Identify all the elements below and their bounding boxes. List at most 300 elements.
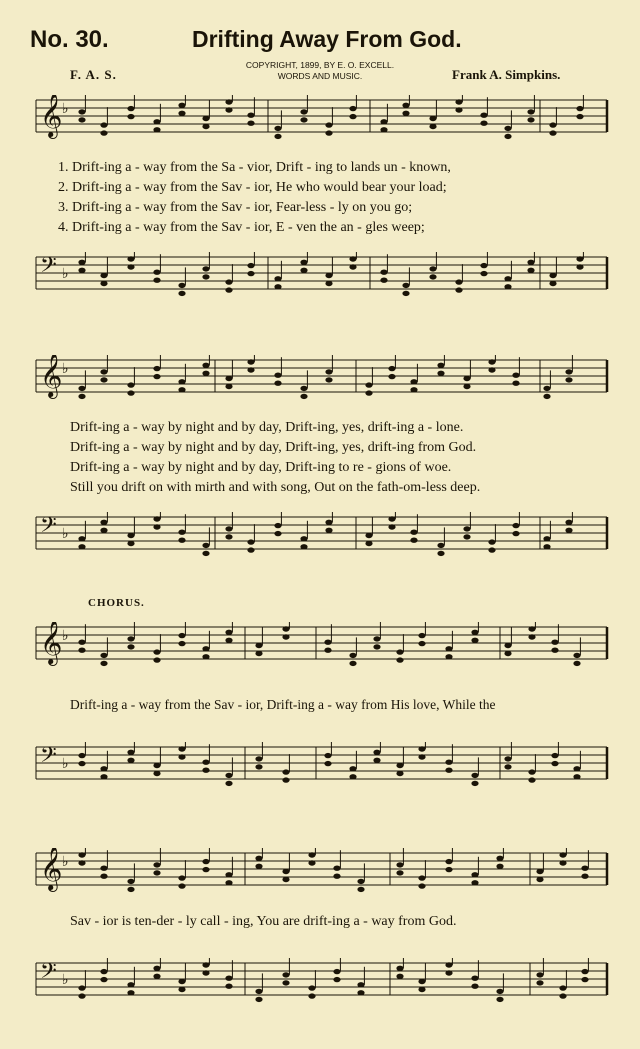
note-head: [536, 980, 543, 985]
staff-bass-3: [0, 742, 640, 787]
treble-clef-icon: 𝄞: [40, 355, 63, 397]
chorus-label: CHORUS.: [88, 597, 145, 609]
note-head: [225, 107, 232, 112]
note-head: [274, 373, 281, 378]
note-head: [324, 648, 331, 653]
note-head: [127, 264, 134, 269]
note-head: [225, 534, 232, 539]
note-head: [225, 880, 232, 885]
note-head: [282, 980, 289, 985]
note-head: [429, 266, 436, 271]
treble-clef-icon: 𝄞: [40, 95, 63, 137]
note-head: [543, 544, 550, 549]
flat-icon: ♭: [62, 972, 69, 988]
note-head: [512, 381, 519, 386]
note-head: [247, 121, 254, 126]
note-head: [153, 524, 160, 529]
note-head: [357, 982, 364, 987]
note-head: [559, 993, 566, 998]
note-head: [225, 781, 232, 786]
note-head: [127, 990, 134, 995]
note-head: [153, 119, 160, 124]
note-head: [202, 970, 209, 975]
note-head: [380, 278, 387, 283]
note-head: [153, 516, 160, 521]
note-head: [325, 281, 332, 286]
note-head: [100, 281, 107, 286]
note-head: [480, 271, 487, 276]
note-head: [78, 640, 85, 645]
note-head: [225, 773, 232, 778]
note-head: [225, 99, 232, 104]
bass-clef-icon: 𝄢: [40, 959, 57, 989]
note-head: [365, 541, 372, 546]
note-head: [437, 363, 444, 368]
note-head: [512, 373, 519, 378]
note-head: [325, 369, 332, 374]
flat-icon: ♭: [62, 101, 69, 117]
note-head: [78, 544, 85, 549]
note-head: [202, 363, 209, 368]
verse-line-2: 2. Drift-ing a - way from the Sav - ior, He who would bear your load;: [58, 180, 447, 195]
note-head: [127, 106, 134, 111]
note-head: [471, 630, 478, 635]
note-head: [349, 661, 356, 666]
note-head: [202, 654, 209, 659]
note-head: [380, 127, 387, 132]
note-head: [551, 640, 558, 645]
note-head: [581, 866, 588, 871]
note-head: [153, 374, 160, 379]
staff-bass-2: [0, 512, 640, 557]
treble-clef-icon: 𝄞: [40, 848, 63, 890]
note-head: [573, 774, 580, 779]
note-head: [349, 264, 356, 269]
copyright-line: COPYRIGHT, 1899, BY E. O. EXCELL.: [245, 60, 395, 70]
note-head: [78, 394, 85, 399]
note-head: [324, 753, 331, 758]
note-head: [559, 985, 566, 990]
note-head: [282, 777, 289, 782]
note-head: [551, 761, 558, 766]
note-head: [325, 528, 332, 533]
note-head: [282, 769, 289, 774]
note-head: [247, 263, 254, 268]
note-head: [365, 533, 372, 538]
verse2-line-3: Drift-ing a - way by night and by day, Drift-ing to re - gions of woe.: [70, 460, 452, 475]
bass-clef-icon: 𝄢: [40, 743, 57, 773]
note-head: [300, 386, 307, 391]
note-head: [551, 753, 558, 758]
note-head: [127, 636, 134, 641]
note-head: [488, 547, 495, 552]
note-head: [527, 117, 534, 122]
note-head: [445, 768, 452, 773]
note-head: [573, 653, 580, 658]
note-head: [202, 124, 209, 129]
note-head: [528, 634, 535, 639]
note-head: [100, 969, 107, 974]
note-head: [247, 359, 254, 364]
note-head: [282, 869, 289, 874]
note-head: [153, 270, 160, 275]
note-head: [543, 394, 550, 399]
note-head: [225, 638, 232, 643]
note-head: [300, 260, 307, 265]
note-head: [559, 852, 566, 857]
staff-bass-4: [0, 958, 640, 1003]
note-head: [178, 633, 185, 638]
note-head: [410, 387, 417, 392]
note-head: [576, 114, 583, 119]
note-head: [573, 766, 580, 771]
note-head: [357, 990, 364, 995]
treble-clef-icon: 𝄞: [40, 622, 63, 664]
flat-icon: ♭: [62, 526, 69, 542]
note-head: [581, 977, 588, 982]
note-head: [471, 638, 478, 643]
note-head: [178, 641, 185, 646]
note-head: [100, 766, 107, 771]
note-head: [536, 877, 543, 882]
note-head: [178, 111, 185, 116]
note-head: [225, 279, 232, 284]
note-head: [581, 969, 588, 974]
note-head: [565, 369, 572, 374]
note-head: [225, 984, 232, 989]
hymn-number: No. 30.: [30, 26, 109, 53]
note-head: [127, 256, 134, 261]
verse-line-1: 1. Drift-ing a - way from the Sa - vior, Drift - ing to lands un - known,: [58, 160, 451, 175]
note-head: [455, 99, 462, 104]
note-head: [274, 523, 281, 528]
note-head: [202, 274, 209, 279]
note-head: [247, 547, 254, 552]
note-head: [402, 291, 409, 296]
note-head: [549, 122, 556, 127]
note-head: [255, 643, 262, 648]
note-head: [365, 390, 372, 395]
note-head: [178, 379, 185, 384]
note-head: [418, 754, 425, 759]
note-head: [396, 763, 403, 768]
note-head: [202, 371, 209, 376]
note-head: [247, 113, 254, 118]
note-head: [357, 887, 364, 892]
flat-icon: ♭: [62, 756, 69, 772]
note-head: [504, 764, 511, 769]
note-head: [308, 985, 315, 990]
note-head: [282, 634, 289, 639]
note-head: [127, 390, 134, 395]
note-head: [496, 856, 503, 861]
flat-icon: ♭: [62, 628, 69, 644]
note-head: [504, 134, 511, 139]
note-head: [349, 766, 356, 771]
note-head: [549, 281, 556, 286]
verse2-line-1: Drift-ing a - way by night and by day, Drift-ing, yes, drift-ing a - lone.: [70, 420, 464, 435]
note-head: [496, 989, 503, 994]
note-head: [100, 977, 107, 982]
note-head: [418, 979, 425, 984]
note-head: [308, 993, 315, 998]
note-head: [445, 646, 452, 651]
note-head: [274, 381, 281, 386]
note-head: [380, 270, 387, 275]
note-head: [373, 758, 380, 763]
note-head: [178, 875, 185, 880]
note-head: [325, 122, 332, 127]
note-head: [300, 394, 307, 399]
note-head: [496, 997, 503, 1002]
note-head: [202, 760, 209, 765]
note-head: [202, 266, 209, 271]
note-head: [78, 109, 85, 114]
note-head: [178, 538, 185, 543]
note-head: [255, 756, 262, 761]
note-head: [247, 271, 254, 276]
note-head: [100, 528, 107, 533]
note-head: [100, 520, 107, 525]
note-head: [308, 852, 315, 857]
note-head: [437, 551, 444, 556]
note-head: [357, 879, 364, 884]
note-head: [127, 879, 134, 884]
note-head: [153, 966, 160, 971]
note-head: [471, 880, 478, 885]
note-head: [480, 263, 487, 268]
note-head: [504, 651, 511, 656]
note-head: [78, 761, 85, 766]
note-head: [202, 543, 209, 548]
note-head: [78, 860, 85, 865]
note-head: [153, 771, 160, 776]
note-head: [225, 976, 232, 981]
lyricist-initials: F. A. S.: [70, 67, 117, 82]
note-head: [396, 862, 403, 867]
note-head: [488, 539, 495, 544]
note-head: [349, 774, 356, 779]
note-head: [402, 111, 409, 116]
note-head: [308, 860, 315, 865]
note-head: [282, 626, 289, 631]
note-head: [225, 384, 232, 389]
note-head: [471, 781, 478, 786]
note-head: [396, 974, 403, 979]
note-head: [127, 758, 134, 763]
note-head: [100, 273, 107, 278]
note-head: [127, 887, 134, 892]
note-head: [127, 982, 134, 987]
note-head: [255, 764, 262, 769]
note-head: [324, 640, 331, 645]
note-head: [496, 864, 503, 869]
note-head: [365, 382, 372, 387]
note-head: [153, 649, 160, 654]
note-head: [178, 883, 185, 888]
note-head: [178, 754, 185, 759]
note-head: [100, 653, 107, 658]
note-head: [410, 538, 417, 543]
verse-line-3: 3. Drift-ing a - way from the Sav - ior, Fear-less - ly on you go;: [58, 200, 413, 215]
note-head: [504, 276, 511, 281]
note-head: [396, 966, 403, 971]
note-head: [463, 534, 470, 539]
note-head: [576, 264, 583, 269]
note-head: [576, 106, 583, 111]
note-head: [274, 134, 281, 139]
note-head: [543, 536, 550, 541]
note-head: [445, 970, 452, 975]
note-head: [78, 985, 85, 990]
note-head: [100, 369, 107, 374]
note-head: [100, 661, 107, 666]
note-head: [565, 528, 572, 533]
copyright-subline: WORDS AND MUSIC.: [277, 71, 363, 81]
note-head: [78, 852, 85, 857]
note-head: [504, 284, 511, 289]
note-head: [445, 654, 452, 659]
note-head: [225, 287, 232, 292]
note-head: [418, 641, 425, 646]
note-head: [202, 646, 209, 651]
copyright-notice: [200, 60, 440, 82]
bass-clef-icon: 𝄢: [40, 513, 57, 543]
note-head: [349, 106, 356, 111]
note-head: [178, 746, 185, 751]
note-head: [471, 872, 478, 877]
note-head: [300, 109, 307, 114]
note-head: [333, 866, 340, 871]
note-head: [225, 630, 232, 635]
note-head: [418, 883, 425, 888]
note-head: [100, 874, 107, 879]
note-head: [388, 374, 395, 379]
note-head: [100, 377, 107, 382]
note-head: [455, 287, 462, 292]
note-head: [153, 763, 160, 768]
note-head: [100, 866, 107, 871]
note-head: [504, 643, 511, 648]
note-head: [455, 107, 462, 112]
note-head: [153, 862, 160, 867]
verse2-line-4: Still you drift on with mirth and with song, Out on the fath-om-less deep.: [70, 480, 481, 495]
note-head: [202, 768, 209, 773]
note-head: [543, 386, 550, 391]
note-head: [437, 371, 444, 376]
note-head: [153, 870, 160, 875]
note-head: [153, 366, 160, 371]
note-head: [488, 367, 495, 372]
note-head: [324, 761, 331, 766]
note-head: [100, 774, 107, 779]
verse-line-4: 4. Drift-ing a - way from the Sav - ior, E - ven the an - gles weep;: [58, 220, 425, 235]
note-head: [225, 526, 232, 531]
note-head: [528, 626, 535, 631]
note-head: [463, 526, 470, 531]
chorus-line-1: Drift-ing a - way from the Sav - ior, Drift-ing a - way from His love, While the: [70, 697, 496, 712]
note-head: [388, 516, 395, 521]
note-head: [333, 874, 340, 879]
note-head: [153, 657, 160, 662]
note-head: [471, 773, 478, 778]
note-head: [512, 523, 519, 528]
note-head: [178, 283, 185, 288]
note-head: [527, 109, 534, 114]
note-head: [202, 116, 209, 121]
note-head: [78, 268, 85, 273]
verse2-line-2: Drift-ing a - way by night and by day, Drift-ing, yes, drift-ing from God.: [70, 440, 477, 455]
note-head: [282, 877, 289, 882]
note-head: [127, 533, 134, 538]
note-head: [255, 651, 262, 656]
note-head: [255, 997, 262, 1002]
flat-icon: ♭: [62, 361, 69, 377]
note-head: [325, 273, 332, 278]
hymn-title: Drifting Away From God.: [192, 26, 462, 52]
note-head: [512, 531, 519, 536]
note-head: [178, 530, 185, 535]
note-head: [410, 379, 417, 384]
note-head: [418, 987, 425, 992]
note-head: [178, 979, 185, 984]
note-head: [480, 121, 487, 126]
note-head: [127, 541, 134, 546]
note-head: [349, 256, 356, 261]
note-head: [536, 869, 543, 874]
note-head: [274, 284, 281, 289]
note-head: [100, 130, 107, 135]
note-head: [396, 771, 403, 776]
note-head: [274, 276, 281, 281]
note-head: [255, 864, 262, 869]
note-head: [410, 530, 417, 535]
note-head: [559, 860, 566, 865]
note-head: [396, 657, 403, 662]
note-head: [225, 376, 232, 381]
note-head: [429, 124, 436, 129]
note-head: [78, 386, 85, 391]
note-head: [504, 756, 511, 761]
note-head: [396, 870, 403, 875]
note-head: [549, 273, 556, 278]
note-head: [300, 268, 307, 273]
note-head: [300, 544, 307, 549]
note-head: [480, 113, 487, 118]
note-head: [445, 760, 452, 765]
note-head: [380, 119, 387, 124]
note-head: [178, 291, 185, 296]
note-head: [504, 126, 511, 131]
note-head: [373, 750, 380, 755]
note-head: [581, 874, 588, 879]
note-head: [528, 777, 535, 782]
note-head: [528, 769, 535, 774]
staff-treble-3: [0, 622, 640, 667]
note-head: [565, 520, 572, 525]
note-head: [429, 116, 436, 121]
note-head: [274, 126, 281, 131]
note-head: [527, 268, 534, 273]
note-head: [565, 377, 572, 382]
note-head: [396, 649, 403, 654]
note-head: [349, 114, 356, 119]
note-head: [333, 977, 340, 982]
note-head: [202, 551, 209, 556]
note-head: [437, 543, 444, 548]
note-head: [127, 750, 134, 755]
staff-bass-1: [0, 252, 640, 297]
